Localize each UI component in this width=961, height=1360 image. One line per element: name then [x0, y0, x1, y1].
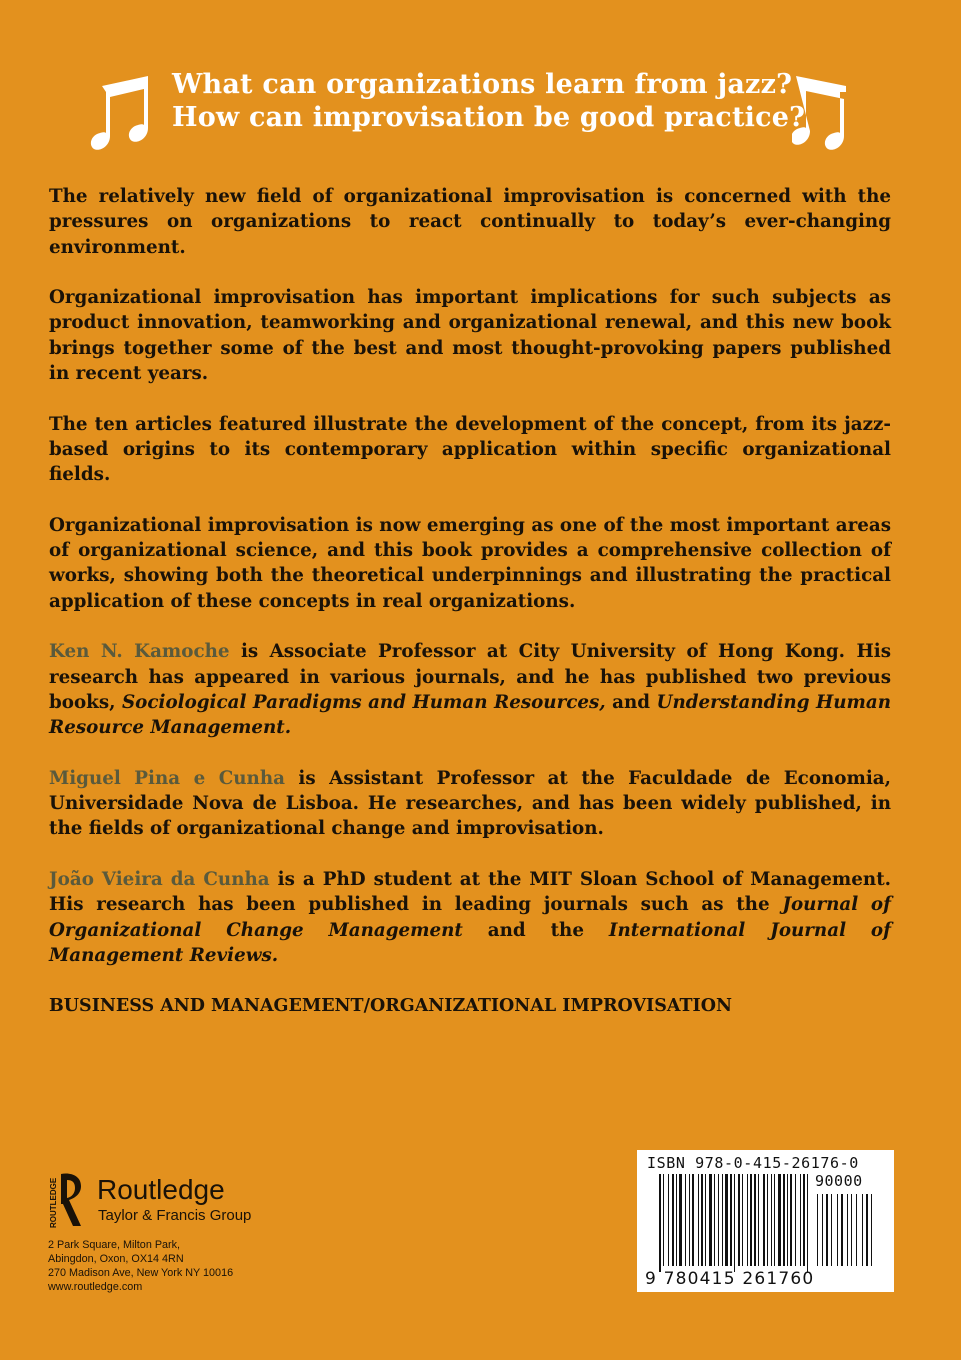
blurb-paragraph-1: The relatively new field of organizational improvisation is concerned with the pressures on organizations to react continually to today’s ever-changing environment. [49, 186, 891, 258]
author-bio-text: and the [462, 919, 609, 941]
author-bio-3 [49, 867, 891, 968]
blurb-paragraph-3: The ten articles featured illustrate the development of the concept, from its jazz-based origins to its contemporary application within specific organizational fields. [49, 413, 891, 486]
subject-category: BUSINESS AND MANAGEMENT/ORGANIZATIONAL IMPROVISATION [49, 996, 732, 1016]
logo-wordmark: ROUTLEDGE [49, 1177, 58, 1228]
publisher-website: www.routledge.com [48, 1281, 143, 1293]
book-title: Understanding Human Resource Management. [49, 691, 892, 739]
headline [172, 68, 806, 134]
author-bio-1 [49, 639, 891, 740]
isbn-number: ISBN 978-0-415-26176-0 [647, 1154, 859, 1172]
routledge-logo-icon [47, 1170, 91, 1230]
author-bio-text: is Assistant Professor at the Faculdade de Economia, Universidade Nova de Lisboa. He researches, and has been widely published, in the fields of organizational change and improvisation. [49, 767, 891, 840]
music-note-icon [88, 72, 154, 152]
publisher-block [47, 1170, 307, 1300]
cover-header [0, 60, 961, 160]
publisher-group: Taylor & Francis Group [98, 1207, 252, 1224]
author-name: Miguel Pina e Cunha [49, 767, 285, 789]
author-name: João Vieira da Cunha [49, 869, 270, 891]
author-bio-text: and [605, 691, 657, 713]
book-title: Sociological Paradigms and Human Resources, [121, 691, 606, 713]
blurb-paragraph-2: Organizational improvisation has important implications for such subjects as product innovation, teamworking and organizational renewal, and this new book brings together some of the best and most thought-provoking papers published in recent years. [49, 287, 891, 385]
author-bio-2 [49, 766, 891, 842]
journal-title: International Journal of Management Reviews. [49, 919, 891, 966]
author-bio-text: is Associate Professor at City University of Hong Kong. His research has appeared in various journals, and he has published two previous books, [49, 641, 891, 713]
publisher-name: Routledge [97, 1174, 225, 1205]
ean-digits: 9 780415 261760 [645, 1269, 815, 1289]
isbn-barcode [637, 1150, 894, 1292]
address-line: 270 Madison Ave, New York NY 10016 [48, 1267, 234, 1279]
address-line: Abingdon, Oxon, OX14 4RN [48, 1253, 184, 1265]
author-bio-text: is a PhD student at the MIT Sloan School of Management. His research has been published in leading journals such as the [49, 869, 892, 916]
author-name: Ken N. Kamoche [49, 641, 230, 663]
price-code: 90000 [815, 1172, 863, 1190]
headline-line-2: How can improvisation be good practice? [172, 102, 806, 133]
blurb-paragraph-4: Organizational improvisation is now emerging as one of the most important areas of organizational science, and this book provides a comprehensive collection of works, showing both the theoretical underpinnings and illustrating the practical application of these concepts in real organizations. [49, 514, 891, 612]
publisher-address [48, 1238, 233, 1294]
headline-line-1: What can organizations learn from jazz? [172, 69, 793, 100]
address-line: 2 Park Square, Milton Park, [48, 1239, 181, 1251]
music-note-icon [792, 72, 858, 152]
journal-title: Journal of Organizational Change Management [49, 894, 891, 941]
blurb [49, 184, 891, 994]
